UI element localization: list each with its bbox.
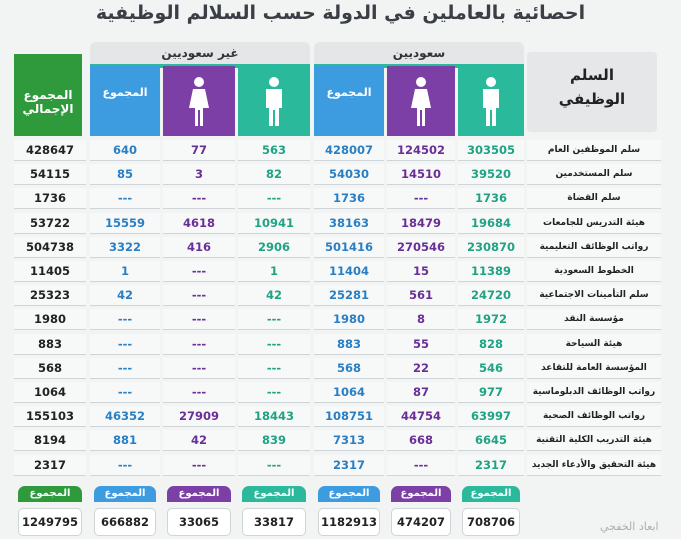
cell-grand: 1736 [14,188,86,209]
scale-header [527,52,657,132]
cell-s-male: 1736 [458,188,524,209]
cell-n-total: 1 [90,261,160,282]
footer-total-s-male: 708706 [462,508,520,536]
cell-scale-name: مؤسسة النقد [527,309,661,330]
cell-n-male: --- [238,382,310,403]
cell-n-female: 27909 [163,406,235,427]
cell-scale-name: المؤسسة العامة للتقاعد [527,358,661,379]
cell-grand: 504738 [14,237,86,258]
cell-s-female: --- [387,188,455,209]
grand-total-header [14,54,82,136]
cell-n-total: 640 [90,140,160,161]
cell-s-female: 18479 [387,213,455,234]
cell-grand: 54115 [14,164,86,185]
cell-s-total: 1980 [314,309,384,330]
table-row [14,309,661,331]
cell-s-total: 568 [314,358,384,379]
cell-n-male: --- [238,334,310,355]
cell-grand: 883 [14,334,86,355]
cell-s-male: 11389 [458,261,524,282]
cell-s-total: 1736 [314,188,384,209]
col-header-non-saudi-total [90,66,160,136]
cell-n-female: --- [163,334,235,355]
cell-n-total: 881 [90,430,160,451]
cell-n-total: --- [90,382,160,403]
footer-total-n-male: 33817 [242,508,306,536]
page-title: احصائية بالعاملين في الدولة حسب السلالم الوظيفية [95,2,586,24]
cell-n-male: 18443 [238,406,310,427]
table-row [14,334,661,356]
male-icon [262,76,286,132]
cell-n-male: 2906 [238,237,310,258]
cell-n-total: --- [90,358,160,379]
footer-total-n-total: 666882 [94,508,156,536]
table-row [14,406,661,428]
col-header-saudi-female [387,66,455,136]
cell-s-total: 54030 [314,164,384,185]
cell-s-female: 561 [387,285,455,306]
cell-scale-name: هيئة السياحة [527,334,661,355]
table-row [14,164,661,186]
col-header-saudi-total [314,66,384,136]
cell-n-total: 15559 [90,213,160,234]
cell-s-total: 428007 [314,140,384,161]
cell-n-total: 42 [90,285,160,306]
cell-n-male: --- [238,455,310,476]
cell-scale-name: رواتب الوظائف التعليمية [527,237,661,258]
cell-scale-name: سلم المستخدمين [527,164,661,185]
footer-label-s-female: المجموع [391,486,451,502]
footer-label-s-total: المجموع [318,486,380,502]
table-row [14,430,661,452]
cell-s-female: 668 [387,430,455,451]
cell-n-male: 1 [238,261,310,282]
cell-grand: 25323 [14,285,86,306]
watermark: ابعاد الخفجي [600,520,659,533]
cell-s-male: 63997 [458,406,524,427]
cell-s-female: 55 [387,334,455,355]
cell-s-female: 124502 [387,140,455,161]
table-row [14,455,661,477]
cell-s-total: 2317 [314,455,384,476]
cell-s-female: 270546 [387,237,455,258]
cell-n-male: --- [238,358,310,379]
table-row [14,382,661,404]
cell-s-female: 14510 [387,164,455,185]
cell-grand: 1064 [14,382,86,403]
cell-scale-name: سلم التأمينات الاجتماعية [527,285,661,306]
footer-label-s-male: المجموع [462,486,520,502]
cell-n-total: 3322 [90,237,160,258]
cell-s-total: 883 [314,334,384,355]
cell-n-female: --- [163,188,235,209]
cell-n-male: 82 [238,164,310,185]
cell-s-total: 25281 [314,285,384,306]
cell-n-male: --- [238,309,310,330]
group-label-saudi: سعوديين [392,46,446,60]
table-row [14,237,661,259]
cell-s-male: 1972 [458,309,524,330]
cell-s-male: 230870 [458,237,524,258]
cell-scale-name: رواتب الوظائف الدبلوماسية [527,382,661,403]
cell-scale-name: هيئة التحقيق والأدعاء الجديد [527,455,661,476]
group-header-non-saudi [90,42,310,64]
cell-n-female: 3 [163,164,235,185]
cell-s-female: 15 [387,261,455,282]
footer-label-n-female: المجموع [167,486,231,502]
cell-s-female: 44754 [387,406,455,427]
cell-grand: 568 [14,358,86,379]
cell-n-total: --- [90,334,160,355]
cell-n-female: 4618 [163,213,235,234]
female-icon [409,76,433,132]
table-row [14,213,661,235]
footer-label-n-total: المجموع [94,486,156,502]
cell-grand: 1980 [14,309,86,330]
cell-s-male: 546 [458,358,524,379]
col-header-saudi-male [458,66,524,136]
cell-s-male: 39520 [458,164,524,185]
cell-grand: 155103 [14,406,86,427]
cell-s-female: 87 [387,382,455,403]
cell-grand: 53722 [14,213,86,234]
cell-n-female: 416 [163,237,235,258]
cell-n-total: 46352 [90,406,160,427]
cell-n-male: 839 [238,430,310,451]
col-label-non-saudi-total: المجموع [102,86,148,99]
footer-label-n-male: المجموع [242,486,306,502]
cell-scale-name: الخطوط السعودية [527,261,661,282]
cell-n-total: --- [90,455,160,476]
footer-total-s-female: 474207 [391,508,451,536]
cell-scale-name: سلم الموظفين العام [527,140,661,161]
cell-s-female: 22 [387,358,455,379]
cell-s-male: 977 [458,382,524,403]
cell-s-male: 24720 [458,285,524,306]
col-label-saudi-total: المجموع [326,86,372,99]
cell-n-female: 42 [163,430,235,451]
cell-s-total: 11404 [314,261,384,282]
cell-s-total: 7313 [314,430,384,451]
cell-grand: 2317 [14,455,86,476]
cell-s-male: 303505 [458,140,524,161]
cell-n-female: --- [163,261,235,282]
table-row [14,261,661,283]
footer-total-grand: 1249795 [18,508,82,536]
cell-s-total: 108751 [314,406,384,427]
group-header-saudi [314,42,524,64]
table-row [14,285,661,307]
cell-scale-name: رواتب الوظائف الصحية [527,406,661,427]
cell-s-male: 6645 [458,430,524,451]
cell-n-female: --- [163,309,235,330]
female-icon [187,76,211,132]
cell-grand: 8194 [14,430,86,451]
cell-s-total: 501416 [314,237,384,258]
cell-scale-name: سلم القضاة [527,188,661,209]
table-row [14,140,661,162]
cell-n-female: --- [163,455,235,476]
cell-n-total: --- [90,188,160,209]
cell-n-male: --- [238,188,310,209]
cell-n-total: 85 [90,164,160,185]
cell-s-male: 19684 [458,213,524,234]
cell-s-male: 828 [458,334,524,355]
cell-scale-name: هيئة التدريس للجامعات [527,213,661,234]
col-header-non-saudi-male [238,66,310,136]
cell-n-male: 563 [238,140,310,161]
cell-s-female: 8 [387,309,455,330]
footer-label-grand: المجموع [18,486,82,502]
cell-s-total: 38163 [314,213,384,234]
cell-s-female: --- [387,455,455,476]
male-icon [479,76,503,132]
cell-n-total: --- [90,309,160,330]
cell-scale-name: هيئة التدريب الكلية التقنية [527,430,661,451]
group-label-non-saudi: غير سعوديين [161,46,239,60]
cell-grand: 428647 [14,140,86,161]
table-row [14,188,661,210]
cell-n-male: 42 [238,285,310,306]
grand-total-label-line1: المجموع [23,88,73,102]
table-row [14,358,661,380]
col-header-non-saudi-female [163,66,235,136]
cell-s-total: 1064 [314,382,384,403]
cell-n-female: --- [163,382,235,403]
cell-n-female: --- [163,358,235,379]
cell-n-male: 10941 [238,213,310,234]
cell-n-female: --- [163,285,235,306]
cell-s-male: 2317 [458,455,524,476]
scale-label-line2: الوظيفي [558,90,626,108]
footer-total-n-female: 33065 [167,508,231,536]
grand-total-label-line2: الإجمالي [22,102,74,116]
cell-n-female: 77 [163,140,235,161]
footer-total-s-total: 1182913 [318,508,380,536]
scale-label-line1: السلم [570,66,614,84]
cell-grand: 11405 [14,261,86,282]
